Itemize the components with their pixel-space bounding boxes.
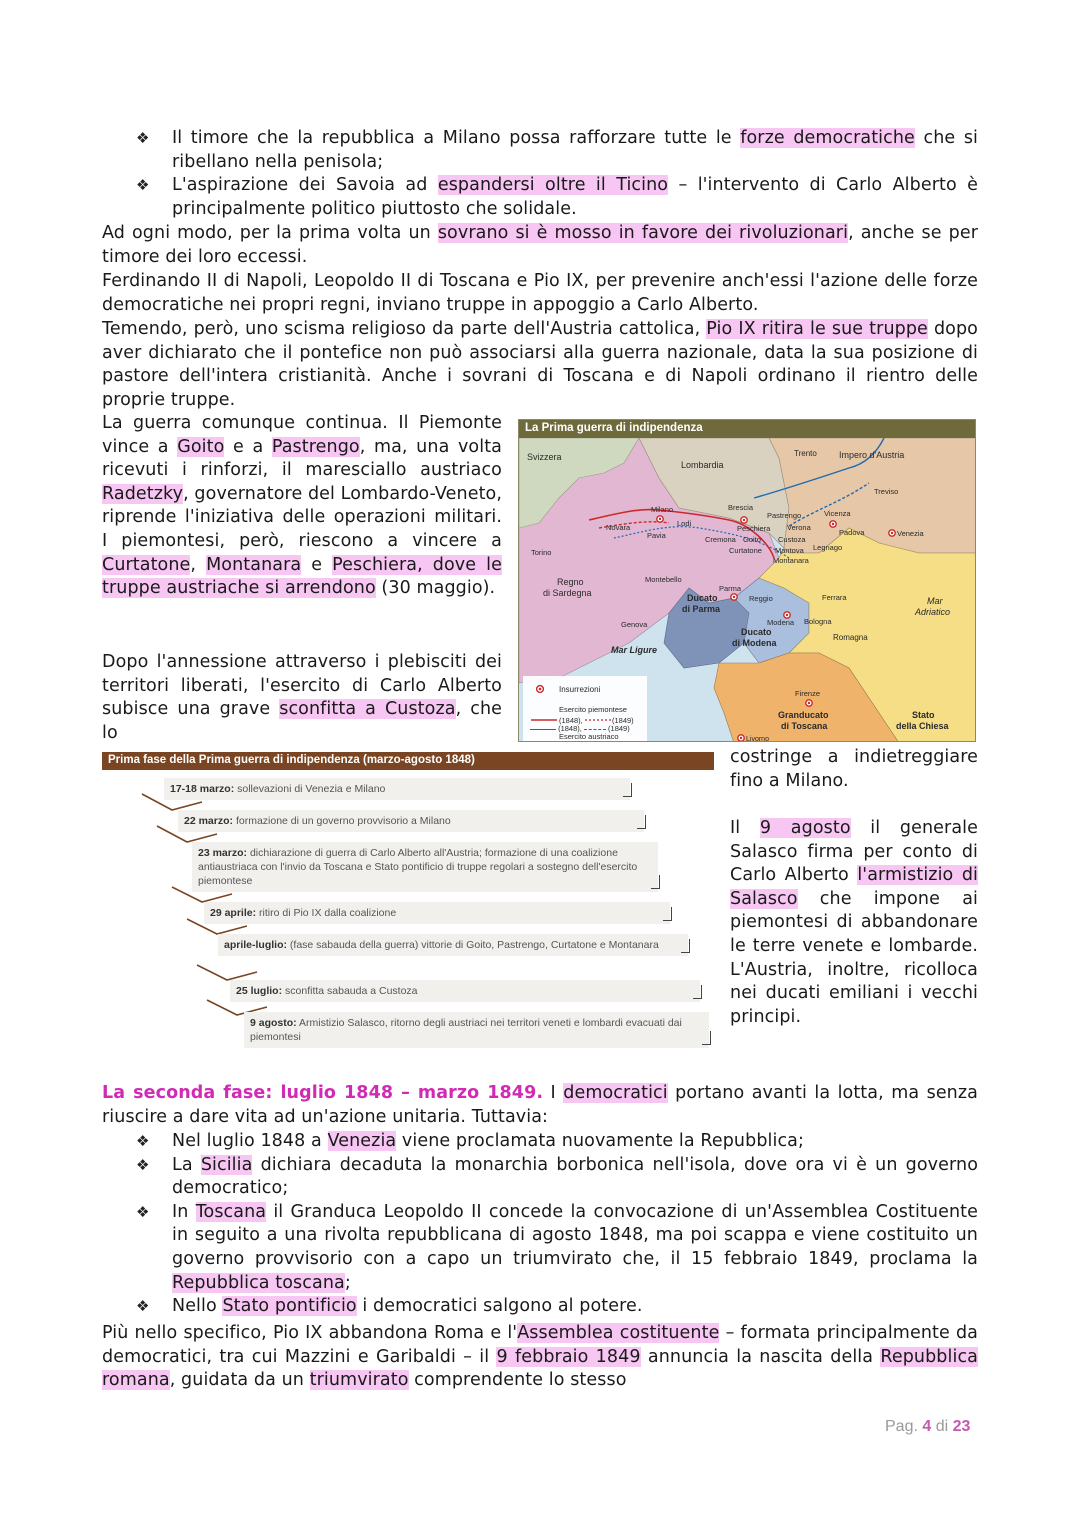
text-run: che si ribellano nella penisola; <box>172 128 979 172</box>
map-label: Mar Ligure <box>611 645 658 655</box>
map-label: Verona <box>787 523 811 532</box>
bullet-item <box>102 1130 978 1154</box>
insurrection-icon-dot <box>733 596 735 598</box>
map-label: Parma <box>719 584 742 593</box>
text-run: dopo aver dichiarato che il pontefice non può associarsi alla guerra nazionale, data la sua posizione di pastore dell'intera cristianità. Anche i sovrani di Toscana e di Napoli ordinano il rientro delle proprie truppe. <box>102 319 978 410</box>
text-run: , che lo <box>102 699 502 743</box>
insurrection-icon-dot <box>740 737 742 739</box>
highlighted-text: Curtatone <box>102 554 191 575</box>
top-bullet-list <box>102 127 978 221</box>
timeline-item: 23 marzo: dichiarazione di guerra di Carlo Alberto all'Austria; formazione di una coalizione antiaustriaca con l'invio da Toscana e Stato pontificio di truppe regolari a sostegno dell'esercito piemontese <box>192 842 658 892</box>
text-run: viene proclamata nuovamente la Repubblica; <box>396 1131 805 1151</box>
insurrection-icon-dot <box>743 519 745 521</box>
text-run: La guerra comunque continua. Il Piemonte vince a <box>102 413 502 457</box>
map-label: Torino <box>531 548 552 557</box>
highlighted-text: Pio IX ritira le sue truppe <box>706 319 928 339</box>
map-label: Vicenza <box>824 509 851 518</box>
legend-label: (1849) <box>608 724 630 733</box>
bullet-item <box>102 1201 978 1295</box>
insurrection-icon-dot <box>659 518 661 520</box>
map-label: Livorno <box>746 736 769 743</box>
text-run: , governatore del Lombardo-Veneto, riprende l'iniziativa delle operazioni militari. I piemontesi, però, riescono a vincere a <box>102 483 502 551</box>
text-run: il generale Salasco firma per conto di Carlo Alberto <box>730 818 978 886</box>
text-run: – l'intervento di Carlo Alberto è principalmente politico piuttosto che solidale. <box>172 175 978 219</box>
map-label: di Modena <box>732 638 777 648</box>
map-label: Brescia <box>728 503 754 512</box>
text-run: , <box>190 554 207 575</box>
map-label: di Toscana <box>781 721 828 731</box>
map-label: di Sardegna <box>543 588 592 598</box>
corner-icon <box>623 783 632 797</box>
map-label: Montanara <box>773 556 809 565</box>
legend-label: (1848), <box>559 716 583 725</box>
text-run: Nello <box>172 1296 223 1317</box>
text-run: Il timore che la repubblica a Milano possa rafforzare tutte le <box>172 128 741 148</box>
bullet-item <box>102 1154 978 1201</box>
legend-label: Esercito piemontese <box>559 705 627 714</box>
highlighted-text: espandersi oltre il Ticino <box>437 175 669 196</box>
text-run: portano avanti la lotta, ma senza riuscire a dare vita ad un'azione unitaria. Tuttavia: <box>102 1083 978 1127</box>
map-label: Bologna <box>804 617 832 626</box>
text-run: Il <box>730 818 760 838</box>
text-run: che impone ai piemontesi di abbandonare le terre venete e lombarde. L'Austria, inoltre, ricolloca nei ducati emiliani i vecchi principi. <box>730 888 978 1027</box>
legend-label: (1848), <box>558 724 582 733</box>
map-label: Legnago <box>813 543 843 552</box>
map-label: Svizzera <box>527 452 562 462</box>
paragraph-final <box>102 1322 978 1393</box>
insurrection-icon-dot <box>539 688 542 691</box>
text-run: il Granduca Leopoldo II concede la convocazione di un'Assemblea Costituente in seguito a una rivolta repubblicana di agosto 1848, ma poi scappa e viene costituito un governo provvisorio con a capo un triumvirato che, il 15 febbraio 1849, proclama la <box>172 1201 978 1269</box>
text-run: , guidata da un <box>169 1370 310 1391</box>
text-run: I <box>543 1083 564 1103</box>
map-title: La Prima guerra di indipendenza <box>519 420 975 438</box>
highlighted-text: sconfitta a Custoza <box>279 699 456 720</box>
text-run: i democratici salgono al potere. <box>356 1296 643 1317</box>
legend-label: Esercito austriaco <box>559 732 619 741</box>
map-label: della Chiesa <box>896 721 949 731</box>
timeline-item: aprile-luglio: (fase sabauda della guerra) vittorie di Goito, Pastrengo, Curtatone e Montanara <box>218 934 688 956</box>
map-label: Lodi <box>677 519 692 528</box>
highlighted-text: Assemblea costituente <box>517 1323 720 1343</box>
legend-austrian-row <box>520 724 650 738</box>
map-label: Curtatone <box>729 546 762 555</box>
text-run: , anche se per timore dei loro eccessi. <box>102 223 979 267</box>
insurrection-icon-dot <box>891 532 893 534</box>
insurrection-icon-dot <box>832 523 834 525</box>
map-label: Venezia <box>897 529 924 538</box>
insurrection-icon-dot <box>808 702 810 704</box>
map-label: di Parma <box>682 604 721 614</box>
legend-line-blue-dashed <box>584 729 606 730</box>
timeline-item: 29 aprile: ritiro di Pio IX dalla coalizione <box>204 902 670 924</box>
paragraph <box>102 222 978 269</box>
text-run: comprendente lo stesso <box>408 1370 627 1391</box>
corner-icon <box>702 1031 711 1045</box>
highlighted-text: Radetzky <box>102 483 184 504</box>
corner-icon <box>651 875 660 889</box>
text-run: Ad ogni modo, per la prima volta un <box>102 223 438 243</box>
text-run: (30 maggio). <box>375 578 496 599</box>
insurrection-icon-dot <box>786 614 788 616</box>
timeline-item: 22 marzo: formazione di un governo provvisorio a Milano <box>178 810 644 832</box>
map-label: Goito <box>743 535 761 544</box>
map-label: Ducato <box>687 593 718 603</box>
diamond-bullet-icon: ❖ <box>136 129 150 147</box>
highlighted-text: democratici <box>563 1083 668 1103</box>
highlighted-text: Repubblica toscana <box>172 1272 345 1293</box>
map-label: Romagna <box>833 633 868 642</box>
left-column-text-2 <box>102 651 502 745</box>
timeline-item: 25 luglio: sconfitta sabauda a Custoza <box>230 980 700 1002</box>
section-heading: La seconda fase: luglio 1848 – marzo 1849. <box>102 1083 544 1103</box>
highlighted-text: Pastrengo <box>271 436 360 457</box>
highlighted-text: forze democratiche <box>740 128 915 148</box>
map-label: Treviso <box>874 487 899 496</box>
text-run: annuncia la nascita della <box>640 1346 881 1367</box>
text-run: ; <box>344 1272 351 1293</box>
map-label: Modena <box>767 618 795 627</box>
highlighted-text: Goito <box>177 436 225 457</box>
map-label: Custoza <box>778 535 806 544</box>
text-run: In <box>172 1201 196 1222</box>
section2-intro <box>102 1082 978 1129</box>
timeline-arrow <box>197 965 257 980</box>
map-label: Trento <box>794 449 817 458</box>
diamond-bullet-icon: ❖ <box>136 176 150 195</box>
right-column-text <box>730 746 978 793</box>
text-run: Ferdinando II di Napoli, Leopoldo II di Toscana e Pio IX, per prevenire anch'essi l'azione delle forze democratiche nei propri regni, inviano truppe in appoggio a Carlo Alberto. <box>102 271 978 315</box>
bullet-item <box>102 127 978 174</box>
map-label: Ducato <box>741 627 772 637</box>
highlighted-text: Venezia <box>327 1131 397 1151</box>
bullet-item <box>102 174 978 221</box>
highlighted-text: 9 febbraio 1849 <box>496 1346 641 1367</box>
map-label: Mar <box>927 596 943 606</box>
map-label: Adriatico <box>915 607 951 617</box>
corner-icon <box>681 939 690 953</box>
diamond-bullet-icon: ❖ <box>136 1155 150 1174</box>
map-label: Firenze <box>795 689 821 698</box>
map-label: Pavia <box>647 531 666 540</box>
map-label: Milano <box>651 505 674 514</box>
page-number: Pag. 4 di 23 <box>885 1418 971 1435</box>
highlighted-text: Repubblica romana <box>102 1346 978 1391</box>
highlighted-text: Peschiera, dove le truppe austriache si arrendono <box>102 554 502 599</box>
highlighted-text: Sicilia <box>200 1154 253 1175</box>
map-label: Ferrara <box>822 593 847 602</box>
highlighted-text: Stato pontificio <box>222 1296 357 1317</box>
map-label: Padova <box>839 528 865 537</box>
text-run: La <box>172 1154 201 1175</box>
diamond-bullet-icon: ❖ <box>136 1297 150 1316</box>
map-figure <box>518 419 976 742</box>
map-label: Montebello <box>645 575 682 584</box>
map-label: Lombardia <box>681 460 724 470</box>
bullet-item <box>102 1295 978 1319</box>
text-run: costringe a indietreggiare fino a Milano. <box>730 747 978 791</box>
left-column-text <box>102 412 502 601</box>
map-label: Reggio <box>749 594 773 603</box>
legend-label: (1849) <box>612 716 634 725</box>
timeline-item: 9 agosto: Armistizio Salasco, ritorno degli austriaci nei territori veneti e lombardi evacuati dai piemontesi <box>244 1012 709 1048</box>
timeline-title: Prima fase della Prima guerra di indipendenza (marzo-agosto 1848) <box>102 752 714 770</box>
map-canvas <box>519 438 976 742</box>
corner-icon <box>693 985 702 999</box>
map-label: Pastrengo <box>767 511 802 520</box>
diamond-bullet-icon: ❖ <box>136 1132 150 1150</box>
highlighted-text: triumvirato <box>309 1370 409 1391</box>
highlighted-text: l'armistizio di Salasco <box>730 865 978 909</box>
text-run: Più nello specifico, Pio IX abbandona Roma e l' <box>102 1323 518 1343</box>
highlighted-text: sovrano si è mosso in favore dei rivoluzionari <box>437 223 849 243</box>
paragraph <box>102 270 978 317</box>
map-label: Cremona <box>705 535 736 544</box>
text-run: e <box>301 554 333 575</box>
map-label: Impero d'Austria <box>839 450 905 460</box>
map-label: Stato <box>912 710 935 720</box>
section2-bullet-list <box>102 1130 978 1319</box>
corner-icon <box>663 907 672 921</box>
legend-line-blue <box>530 729 556 730</box>
text-run: Nel luglio 1848 a <box>172 1131 328 1151</box>
map-label: Granducato <box>778 710 829 720</box>
highlighted-text: Montanara <box>206 554 302 575</box>
text-run: , ma, una volta ricevuti i rinforzi, il maresciallo austriaco <box>102 436 502 481</box>
map-label: Peschiera <box>737 524 771 533</box>
legend-label: Insurrezioni <box>559 685 601 694</box>
text-run: Temendo, però, uno scisma religioso da parte dell'Austria cattolica, <box>102 319 707 339</box>
timeline-item: 17-18 marzo: sollevazioni di Venezia e Milano <box>164 778 630 800</box>
paragraph <box>102 318 978 412</box>
highlighted-text: 9 agosto <box>759 818 851 838</box>
right-column-text-2 <box>730 817 978 1029</box>
map-label: Novara <box>606 523 631 532</box>
text-run: – formata principalmente da democratici, tra cui Mazzini e Garibaldi – il <box>102 1323 978 1367</box>
map-label: Mantova <box>775 546 804 555</box>
map-label: Regno <box>557 577 584 587</box>
text-run: dichiara decaduta la monarchia borbonica nell'isola, dove ora vi è un governo democratico; <box>172 1154 978 1199</box>
text-run: e a <box>224 436 272 457</box>
map-label: Genova <box>621 620 648 629</box>
timeline-figure <box>102 752 714 1057</box>
text-run: L'aspirazione dei Savoia ad <box>172 175 438 196</box>
highlighted-text: Toscana <box>195 1201 267 1222</box>
text-run: Dopo l'annessione attraverso i plebisciti dei territori liberati, l'esercito di Carlo Alberto subisce una grave <box>102 652 502 720</box>
corner-icon <box>637 815 646 829</box>
diamond-bullet-icon: ❖ <box>136 1202 150 1221</box>
